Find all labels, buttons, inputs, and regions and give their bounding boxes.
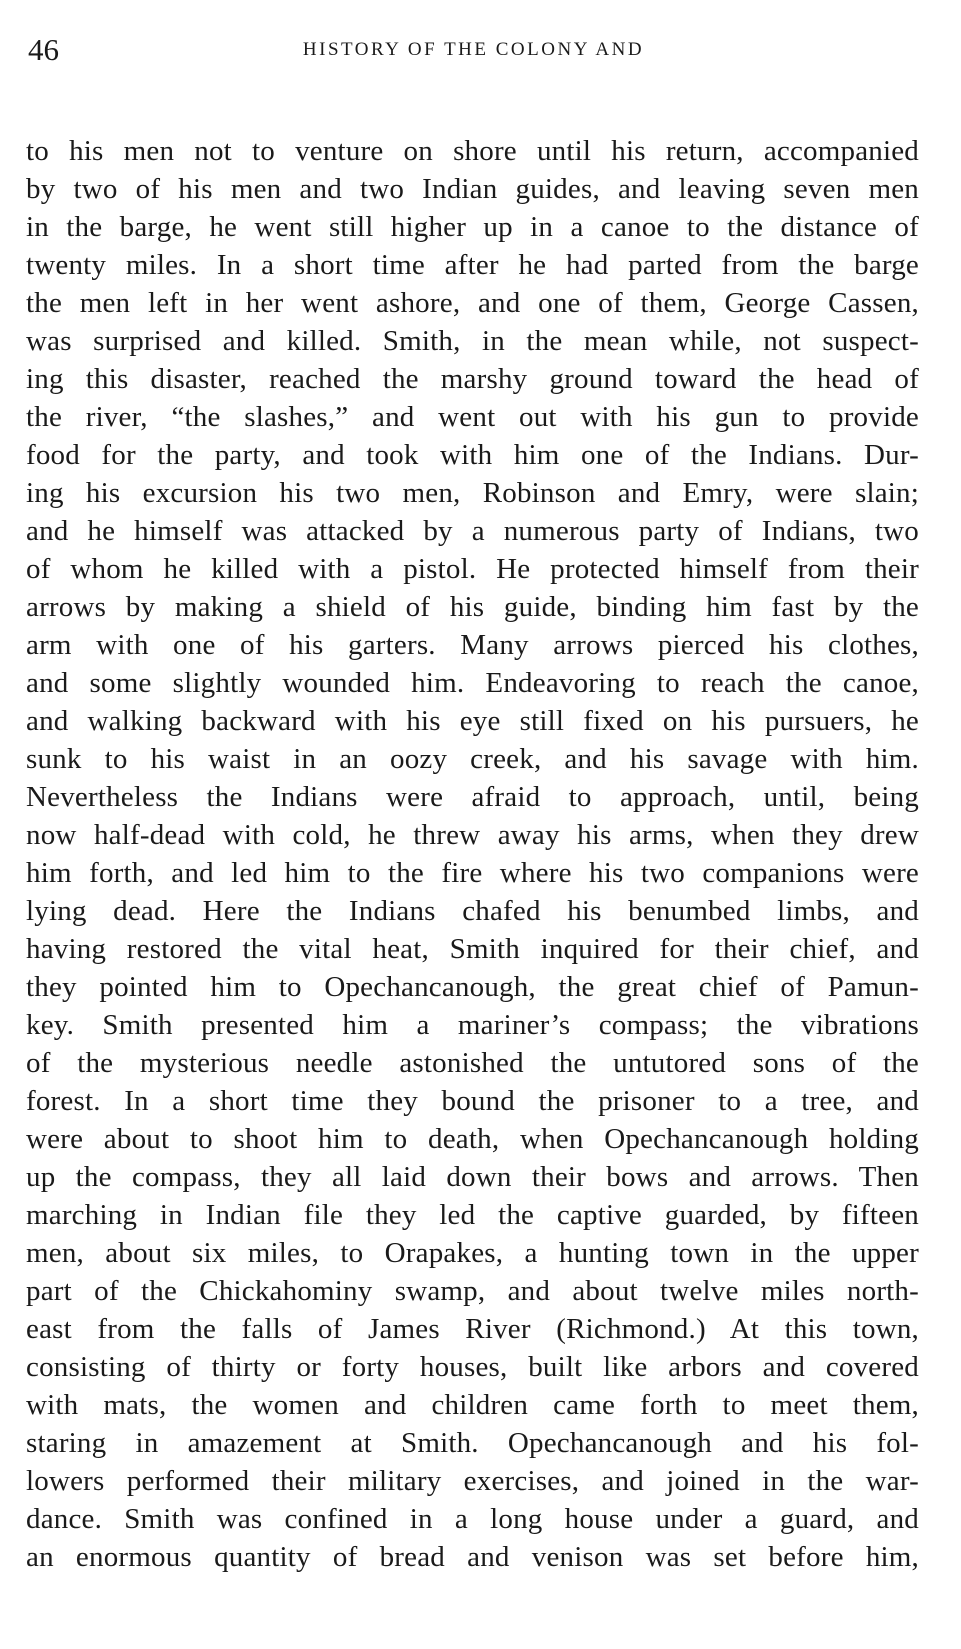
text-line: food for the party, and took with him one of the Indians. Dur- bbox=[26, 439, 919, 471]
text-line: with mats, the women and children came forth to meet them, bbox=[26, 1389, 919, 1421]
text-line: Nevertheless the Indians were afraid to approach, until, being bbox=[26, 781, 919, 813]
text-line: arm with one of his garters. Many arrows pierced his clothes, bbox=[26, 629, 919, 661]
text-line: marching in Indian file they led the captive guarded, by fifteen bbox=[26, 1199, 919, 1231]
text-line: twenty miles. In a short time after he had parted from the barge bbox=[26, 249, 919, 281]
text-line: arrows by making a shield of his guide, binding him fast by the bbox=[26, 591, 919, 623]
text-line: of the mysterious needle astonished the untutored sons of the bbox=[26, 1047, 919, 1079]
text-line: him forth, and led him to the fire where his two companions were bbox=[26, 857, 919, 889]
page-header bbox=[26, 28, 921, 72]
text-line: now half-dead with cold, he threw away his arms, when they drew bbox=[26, 819, 919, 851]
text-line: of whom he killed with a pistol. He protected himself from their bbox=[26, 553, 919, 585]
text-line: and he himself was attacked by a numerous party of Indians, two bbox=[26, 515, 919, 547]
text-line: east from the falls of James River (Richmond.) At this town, bbox=[26, 1313, 919, 1345]
text-line: to his men not to venture on shore until his return, accompanied bbox=[26, 135, 919, 167]
text-line: was surprised and killed. Smith, in the mean while, not suspect- bbox=[26, 325, 919, 357]
text-line: an enormous quantity of bread and venison was set before him, bbox=[26, 1541, 919, 1573]
text-line: and some slightly wounded him. Endeavoring to reach the canoe, bbox=[26, 667, 919, 699]
text-line: the river, “the slashes,” and went out with his gun to provide bbox=[26, 401, 919, 433]
page-number: 46 bbox=[28, 32, 59, 67]
text-line: lying dead. Here the Indians chafed his benumbed limbs, and bbox=[26, 895, 919, 927]
text-line: they pointed him to Opechancanough, the great chief of Pamun- bbox=[26, 971, 919, 1003]
text-line: by two of his men and two Indian guides, and leaving seven men bbox=[26, 173, 919, 205]
text-line: ing his excursion his two men, Robinson and Emry, were slain; bbox=[26, 477, 919, 509]
text-line: up the compass, they all laid down their bows and arrows. Then bbox=[26, 1161, 919, 1193]
text-line: men, about six miles, to Orapakes, a hunting town in the upper bbox=[26, 1237, 919, 1269]
text-line: ing this disaster, reached the marshy ground toward the head of bbox=[26, 363, 919, 395]
text-line: consisting of thirty or forty houses, built like arbors and covered bbox=[26, 1351, 919, 1383]
body-text bbox=[26, 132, 921, 1576]
text-line: and walking backward with his eye still fixed on his pursuers, he bbox=[26, 705, 919, 737]
text-line: having restored the vital heat, Smith inquired for their chief, and bbox=[26, 933, 919, 965]
text-line: part of the Chickahominy swamp, and about twelve miles north- bbox=[26, 1275, 919, 1307]
text-line: in the barge, he went still higher up in a canoe to the distance of bbox=[26, 211, 919, 243]
text-line: staring in amazement at Smith. Opechancanough and his fol- bbox=[26, 1427, 919, 1459]
text-line: forest. In a short time they bound the prisoner to a tree, and bbox=[26, 1085, 919, 1117]
text-line: key. Smith presented him a mariner’s compass; the vibrations bbox=[26, 1009, 919, 1041]
text-line: sunk to his waist in an oozy creek, and his savage with him. bbox=[26, 743, 919, 775]
running-head: HISTORY OF THE COLONY AND bbox=[302, 39, 645, 60]
text-line: lowers performed their military exercises, and joined in the war- bbox=[26, 1465, 919, 1497]
text-line: the men left in her went ashore, and one of them, George Cassen, bbox=[26, 287, 919, 319]
text-line: were about to shoot him to death, when Opechancanough holding bbox=[26, 1123, 919, 1155]
text-line: dance. Smith was confined in a long house under a guard, and bbox=[26, 1503, 919, 1535]
